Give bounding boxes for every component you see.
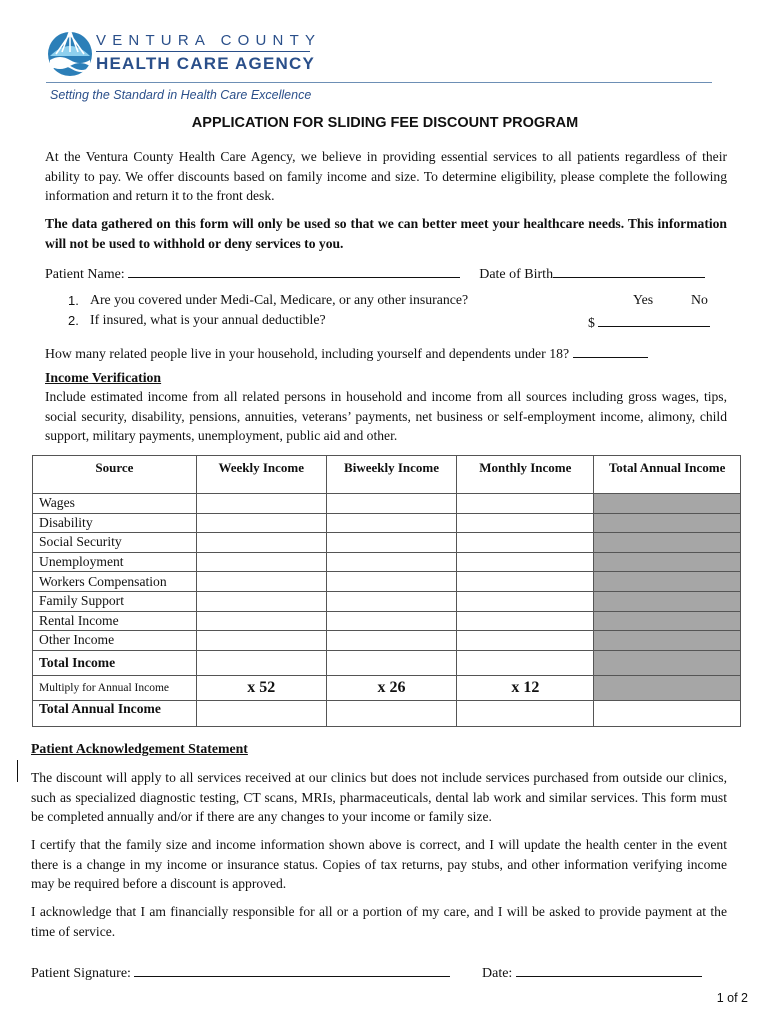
biweekly-income-cell[interactable] — [326, 513, 457, 533]
weekly-total-cell[interactable] — [196, 650, 326, 675]
deductible-field[interactable] — [598, 312, 710, 327]
monthly-income-cell[interactable] — [457, 533, 594, 553]
signature-label: Patient Signature: — [31, 966, 131, 981]
table-row — [33, 631, 741, 651]
shaded-cell — [594, 650, 741, 675]
weekly-multiplier: x 52 — [196, 675, 326, 700]
date-field[interactable] — [516, 962, 702, 977]
table-row — [33, 611, 741, 631]
monthly-income-cell[interactable] — [457, 591, 594, 611]
data-notice: The data gathered on this form will only be used so that we can better meet your healthcare needs. This information will not be used to withhold or deny services to you. — [45, 216, 727, 251]
table-row — [33, 552, 741, 572]
source-label: Family Support — [33, 591, 197, 611]
weekly-income-cell[interactable] — [196, 533, 326, 553]
date-label: Date: — [482, 966, 513, 981]
patient-name-field[interactable] — [128, 263, 460, 278]
table-header-row — [33, 456, 741, 494]
weekly-income-cell[interactable] — [196, 513, 326, 533]
header-biweekly: Biweekly Income — [326, 456, 457, 494]
biweekly-income-cell[interactable] — [326, 572, 457, 592]
table-row — [33, 494, 741, 514]
acknowledgement-paragraph-1: The discount will apply to all services received at our clinics but does not include services purchased from outside our clinics, such as specialized diagnostic testing, CT scans, MRIs, pharmaceuticals, dental lab work and similar services. This form must be completed annually and/or if there are any changes to your income or family size. — [31, 770, 727, 824]
shaded-cell — [594, 533, 741, 553]
patient-name-row — [45, 263, 705, 283]
date-row — [482, 962, 702, 982]
monthly-total-cell[interactable] — [457, 650, 594, 675]
question-number: 2. — [68, 313, 79, 328]
weekly-income-cell[interactable] — [196, 572, 326, 592]
biweekly-income-cell[interactable] — [326, 631, 457, 651]
household-question: How many related people live in your household, including yourself and dependents under 18? — [45, 346, 570, 361]
weekly-income-cell[interactable] — [196, 591, 326, 611]
monthly-income-cell[interactable] — [457, 513, 594, 533]
logo-divider — [96, 51, 310, 52]
monthly-income-cell[interactable] — [457, 572, 594, 592]
monthly-income-cell[interactable] — [457, 631, 594, 651]
signature-row — [31, 962, 450, 982]
header-total-annual: Total Annual Income — [594, 456, 741, 494]
table-row — [33, 513, 741, 533]
source-label: Disability — [33, 513, 197, 533]
deductible-field-row — [588, 312, 710, 331]
weekly-income-cell[interactable] — [196, 552, 326, 572]
source-label: Rental Income — [33, 611, 197, 631]
source-label: Wages — [33, 494, 197, 514]
income-verification-text: Include estimated income from all related persons in household and income from all sources including gross wages, tips, social security, disability, pensions, annuities, veterans’ payments, net business or self-employment income, alimony, child support, military payments, unemployment, public aid and other. — [45, 389, 727, 443]
header-source: Source — [33, 456, 197, 494]
acknowledgement-paragraph-3: I acknowledge that I am financially responsible for all or a portion of my care, and I will be asked to provide payment at the time of service. — [31, 904, 727, 939]
acknowledgement-heading: Patient Acknowledgement Statement — [31, 741, 248, 756]
total-annual-cell[interactable] — [594, 700, 741, 726]
multiply-label: Multiply for Annual Income — [33, 675, 197, 700]
source-label: Unemployment — [33, 552, 197, 572]
shaded-cell — [594, 494, 741, 514]
monthly-income-cell[interactable] — [457, 494, 594, 514]
weekly-income-cell[interactable] — [196, 494, 326, 514]
income-verification-heading: Income Verification — [45, 370, 162, 385]
monthly-annual-cell[interactable] — [457, 700, 594, 726]
biweekly-income-cell[interactable] — [326, 552, 457, 572]
total-annual-label: Total Annual Income — [33, 700, 197, 726]
shaded-cell — [594, 552, 741, 572]
dob-label: Date of Birth — [479, 267, 554, 282]
total-income-row — [33, 650, 741, 675]
org-name-line2: HEALTH CARE AGENCY — [96, 54, 315, 73]
weekly-income-cell[interactable] — [196, 611, 326, 631]
biweekly-income-cell[interactable] — [326, 611, 457, 631]
biweekly-income-cell[interactable] — [326, 591, 457, 611]
source-label: Social Security — [33, 533, 197, 553]
signature-field[interactable] — [134, 962, 450, 977]
shaded-cell — [594, 591, 741, 611]
tagline: Setting the Standard in Health Care Excellence — [50, 88, 312, 102]
biweekly-annual-cell[interactable] — [326, 700, 457, 726]
page-number: 1 of 2 — [716, 991, 748, 1005]
shaded-cell — [594, 513, 741, 533]
header-monthly: Monthly Income — [457, 456, 594, 494]
shaded-cell — [594, 631, 741, 651]
table-row — [33, 533, 741, 553]
shaded-cell — [594, 572, 741, 592]
multiply-row — [33, 675, 741, 700]
table-row — [33, 572, 741, 592]
acknowledgement-paragraph-2: I certify that the family size and income information shown above is correct, and I will update the health center in the event there is a change in my income or insurance status. Copies of tax returns, pay stubs, and other information verifying income may be required before a discount is approved. — [31, 837, 727, 891]
question-number: 1. — [68, 293, 79, 308]
insurance-yes-option[interactable]: Yes — [633, 292, 654, 307]
insurance-no-option[interactable]: No — [691, 292, 708, 307]
org-name-line1: VENTURA COUNTY — [96, 32, 322, 49]
shaded-cell — [594, 611, 741, 631]
biweekly-income-cell[interactable] — [326, 533, 457, 553]
form-title: APPLICATION FOR SLIDING FEE DISCOUNT PROGRAM — [191, 115, 579, 131]
household-row — [45, 343, 648, 362]
household-count-field[interactable] — [573, 343, 648, 358]
income-table — [32, 455, 741, 727]
source-label: Other Income — [33, 631, 197, 651]
biweekly-income-cell[interactable] — [326, 494, 457, 514]
weekly-annual-cell[interactable] — [196, 700, 326, 726]
weekly-income-cell[interactable] — [196, 631, 326, 651]
patient-name-label: Patient Name: — [45, 267, 125, 282]
table-row — [33, 591, 741, 611]
dob-field[interactable] — [553, 263, 705, 278]
header-weekly: Weekly Income — [196, 456, 326, 494]
monthly-multiplier: x 12 — [457, 675, 594, 700]
text-cursor — [17, 760, 18, 782]
total-annual-row — [33, 700, 741, 726]
shaded-cell — [594, 675, 741, 700]
deductible-question: If insured, what is your annual deductible? — [90, 312, 326, 327]
monthly-income-cell[interactable] — [457, 611, 594, 631]
intro-paragraph: At the Ventura County Health Care Agency, we believe in providing essential services to all patients regardless of their ability to pay. We offer discounts based on family income and size. To determine eligibility, please complete the following information and return it to the front desk. — [45, 149, 727, 203]
currency-symbol: $ — [588, 315, 595, 330]
monthly-income-cell[interactable] — [457, 552, 594, 572]
biweekly-total-cell[interactable] — [326, 650, 457, 675]
header-divider — [46, 82, 712, 83]
source-label: Workers Compensation — [33, 572, 197, 592]
total-income-label: Total Income — [33, 650, 197, 675]
biweekly-multiplier: x 26 — [326, 675, 457, 700]
insurance-question: Are you covered under Medi-Cal, Medicare, or any other insurance? — [90, 292, 469, 307]
